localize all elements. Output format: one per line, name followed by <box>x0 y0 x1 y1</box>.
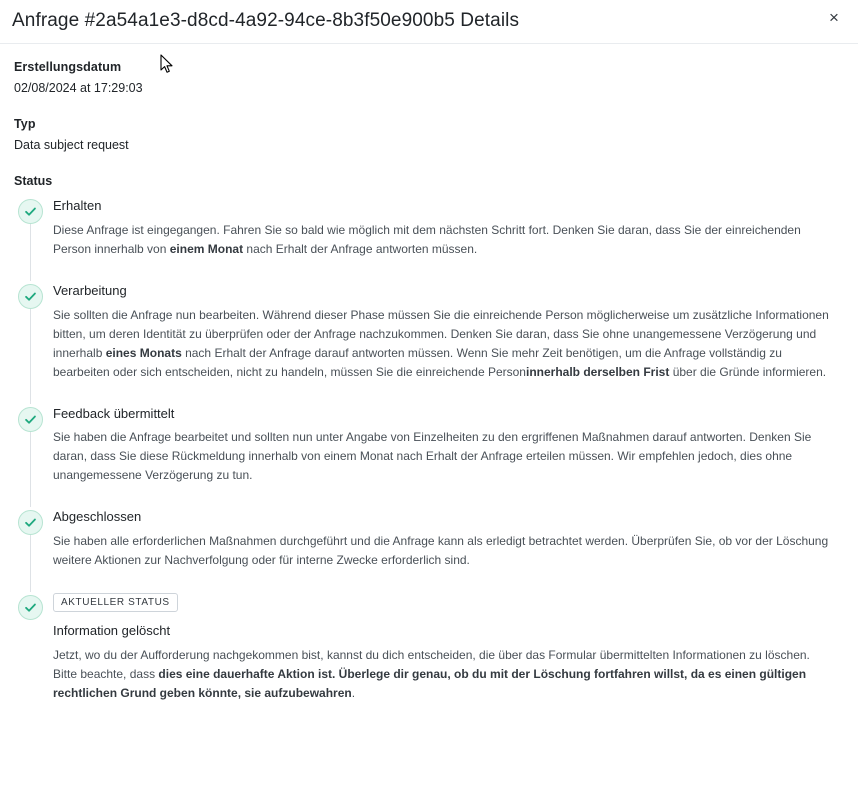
step-desc-part: nach Erhalt der Anfrage darauf antworten müssen. Wenn Sie mehr Zeit benötigen, um die Anfrage vollständig zu bearbeiten oder sich entscheiden, nicht zu handeln, müssen Sie die einreichende Person <box>53 345 782 379</box>
timeline-step <box>18 404 844 508</box>
type-label: Typ <box>14 117 36 131</box>
step-desc-part: Jetzt, wo du der Aufforderung nachgekommen bist, kannst du dich entscheiden, die über das Formular übermittelten Informationen zu löschen. Bitte beachte, dass <box>53 647 810 681</box>
step-title: Erhalten <box>53 198 102 213</box>
timeline-step <box>18 507 844 592</box>
step-description: Sie haben die Anfrage bearbeitet und sollten nun unter Angabe von Einzelheiten zu den ergriffenen Maßnahmen darauf antworten. Denken Sie daran, dass Sie diese Rückmeldung innerhalb von einem Monat nach Erhalt der Anfrage erteilen müssen. Wir empfehlen jedoch, dies ohne unangemessene Verzögerung zu tun. <box>53 430 812 483</box>
step-description <box>53 306 844 382</box>
step-desc-part: Diese Anfrage ist eingegangen. Fahren Sie so bald wie möglich mit dem nächsten Schritt fort. Denken Sie daran, dass Sie der einreichenden Person innerhalb von <box>53 222 801 256</box>
step-title: Abgeschlossen <box>53 509 142 525</box>
step-desc-part: Sie sollten die Anfrage nun bearbeiten. Während dieser Phase müssen Sie die einreichende Person möglicherweise um zusätzliche Informationen bitten, um deren Identität zu überprüfen oder der Anfrage nachzukommen. Denken Sie daran, dass Sie ohne unangemessene Verzögerung und innerhalb <box>53 307 829 360</box>
check-icon <box>18 407 43 432</box>
page-title: Anfrage #2a54a1e3-d8cd-4a92-94ce-8b3f50e900b5 Details <box>12 10 520 32</box>
modal-body <box>0 44 858 719</box>
step-description <box>53 221 844 259</box>
timeline-connector <box>30 428 31 508</box>
step-title: Feedback übermittelt <box>53 405 175 421</box>
status-badge: AKTUELLER STATUS <box>53 593 178 612</box>
timeline-step <box>18 281 844 404</box>
created-date-label: Erstellungsdatum <box>14 60 122 74</box>
step-desc-part: nach Erhalt der Anfrage antworten müssen. <box>243 241 478 256</box>
timeline-connector <box>30 531 31 592</box>
step-desc-bold: eines Monats <box>105 345 182 360</box>
type-value: Data subject request <box>14 138 129 152</box>
status-label: Status <box>14 174 53 188</box>
check-icon <box>18 510 43 535</box>
step-desc-part: . <box>351 685 356 700</box>
timeline-connector <box>30 305 31 404</box>
step-description <box>53 646 844 703</box>
check-icon <box>18 595 43 620</box>
timeline-step <box>18 196 844 281</box>
timeline-step-current <box>18 592 844 709</box>
check-icon <box>18 199 43 224</box>
step-title: Information gelöscht <box>53 623 171 639</box>
step-description: Sie haben alle erforderlichen Maßnahmen durchgeführt und die Anfrage kann als erledigt betrachtet werden. Überprüfen Sie, ob vor der Löschung weitere Aktionen zur Nachverfolgung oder für interne Zwecke erforderlich sind. <box>53 534 829 568</box>
step-desc-bold: dies eine dauerhafte Aktion ist. Überlege dir genau, ob du mit der Löschung fortfahren willst, da es einen gültigen rechtlichen Grund geben könnte, sie aufzubewahren <box>53 666 807 700</box>
status-timeline <box>18 196 844 709</box>
check-icon <box>18 284 43 309</box>
modal-header <box>0 0 858 44</box>
step-desc-bold: innerhalb derselben Frist <box>525 364 670 379</box>
step-desc-part: über die Gründe informieren. <box>669 364 827 379</box>
step-desc-bold: einem Monat <box>169 241 244 256</box>
step-title: Verarbeitung <box>53 282 127 298</box>
timeline-connector <box>30 220 31 281</box>
close-icon[interactable]: × <box>824 8 844 28</box>
created-date-value: 02/08/2024 at 17:29:03 <box>14 81 143 95</box>
